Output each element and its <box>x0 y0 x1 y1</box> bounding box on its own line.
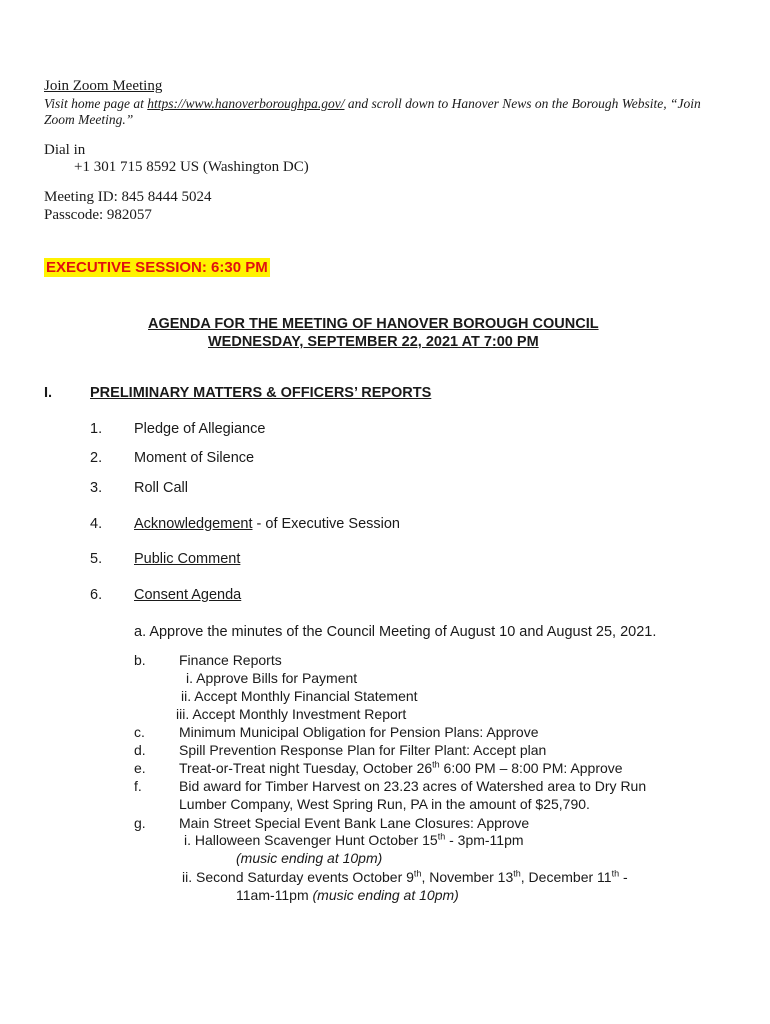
g-i-sup: th <box>437 831 446 842</box>
dial-in-label: Dial in <box>44 142 86 158</box>
consent-item-b-ii: ii. Accept Monthly Financial Statement <box>181 688 418 704</box>
consent-item-a: a. Approve the minutes of the Council Meeting of August 10 and August 25, 2021. <box>134 624 657 640</box>
consent-item-c: Minimum Municipal Obligation for Pension Plans: Approve <box>179 724 539 740</box>
join-zoom-heading: Join Zoom Meeting <box>44 78 163 94</box>
consent-item-b-i: i. Approve Bills for Payment <box>186 670 358 686</box>
g-i-text-b: - 3pm-11pm <box>445 832 524 848</box>
g-ii-sup-1: th <box>413 868 422 879</box>
consent-item-b-iii: iii. Accept Monthly Investment Report <box>176 706 407 722</box>
item-label: Roll Call <box>134 480 188 496</box>
item-number: 2. <box>90 450 103 466</box>
item-label: Pledge of Allegiance <box>134 421 266 437</box>
item-label-underlined: Acknowledgement <box>134 516 253 532</box>
consent-mark-b: b. <box>134 652 146 668</box>
consent-mark-d: d. <box>134 742 146 758</box>
item-number: 4. <box>90 516 103 532</box>
consent-item-f-cont: Lumber Company, West Spring Run, PA in the amount of $25,790. <box>179 796 590 812</box>
agenda-date: WEDNESDAY, SEPTEMBER 22, 2021 AT 7:00 PM <box>208 334 539 350</box>
item-label-suffix: - of Executive Session <box>252 516 400 532</box>
borough-website-link[interactable]: https://www.hanoverboroughpa.gov/ <box>147 96 345 111</box>
item-number: 1. <box>90 421 103 437</box>
zoom-visit-line <box>44 96 701 112</box>
section-title: PRELIMINARY MATTERS & OFFICERS’ REPORTS <box>90 385 432 401</box>
zoom-visit-line-2: Zoom Meeting.” <box>44 112 134 127</box>
g-ii-line2: 11am-11pm <box>236 887 313 903</box>
consent-e-sup: th <box>432 759 440 770</box>
meeting-id: Meeting ID: 845 8444 5024 <box>44 189 212 205</box>
consent-item-g: Main Street Special Event Bank Lane Closures: Approve <box>179 815 530 831</box>
g-ii-text-c: , December 11 <box>520 869 612 885</box>
dial-in-phone: +1 301 715 8592 US (Washington DC) <box>74 159 309 175</box>
visit-prefix: Visit home page at <box>44 96 148 111</box>
item-label <box>134 516 400 532</box>
consent-item-g-i-note: (music ending at 10pm) <box>236 850 383 866</box>
g-i-text: i. Halloween Scavenger Hunt October 15 <box>184 832 438 848</box>
consent-e-text-b: 6:00 PM – 8:00 PM: Approve <box>439 760 623 776</box>
g-ii-text-d: - <box>619 869 628 885</box>
consent-item-b: Finance Reports <box>179 652 282 668</box>
consent-mark-e: e. <box>134 760 146 776</box>
consent-item-f: Bid award for Timber Harvest on 23.23 acres of Watershed area to Dry Run <box>179 778 647 794</box>
consent-item-g-i <box>184 832 524 848</box>
consent-mark-g: g. <box>134 815 146 831</box>
executive-session-banner: EXECUTIVE SESSION: 6:30 PM <box>46 259 268 276</box>
g-ii-note: (music ending at 10pm) <box>312 887 459 903</box>
item-number: 5. <box>90 551 103 567</box>
g-ii-sup-3: th <box>611 868 620 879</box>
g-ii-text-a: ii. Second Saturday events October 9 <box>182 869 414 885</box>
consent-mark-c: c. <box>134 724 145 740</box>
item-label: Public Comment <box>134 551 241 567</box>
item-number: 3. <box>90 480 103 496</box>
consent-item-e <box>179 760 623 776</box>
passcode: Passcode: 982057 <box>44 207 152 223</box>
consent-item-g-ii-cont <box>236 887 459 903</box>
g-ii-text-b: , November 13 <box>421 869 514 885</box>
item-label: Moment of Silence <box>134 450 255 466</box>
consent-item-d: Spill Prevention Response Plan for Filter Plant: Accept plan <box>179 742 547 758</box>
item-number: 6. <box>90 587 103 603</box>
consent-mark-f: f. <box>134 778 142 794</box>
section-number: I. <box>44 385 53 401</box>
item-label: Consent Agenda <box>134 587 242 603</box>
agenda-title: AGENDA FOR THE MEETING OF HANOVER BOROUGH COUNCIL <box>148 316 599 332</box>
consent-item-g-ii <box>182 869 628 885</box>
visit-suffix: and scroll down to Hanover News on the Borough Website, “Join <box>344 96 701 111</box>
consent-e-text: Treat-or-Treat night Tuesday, October 26 <box>179 760 433 776</box>
g-ii-sup-2: th <box>513 868 521 879</box>
